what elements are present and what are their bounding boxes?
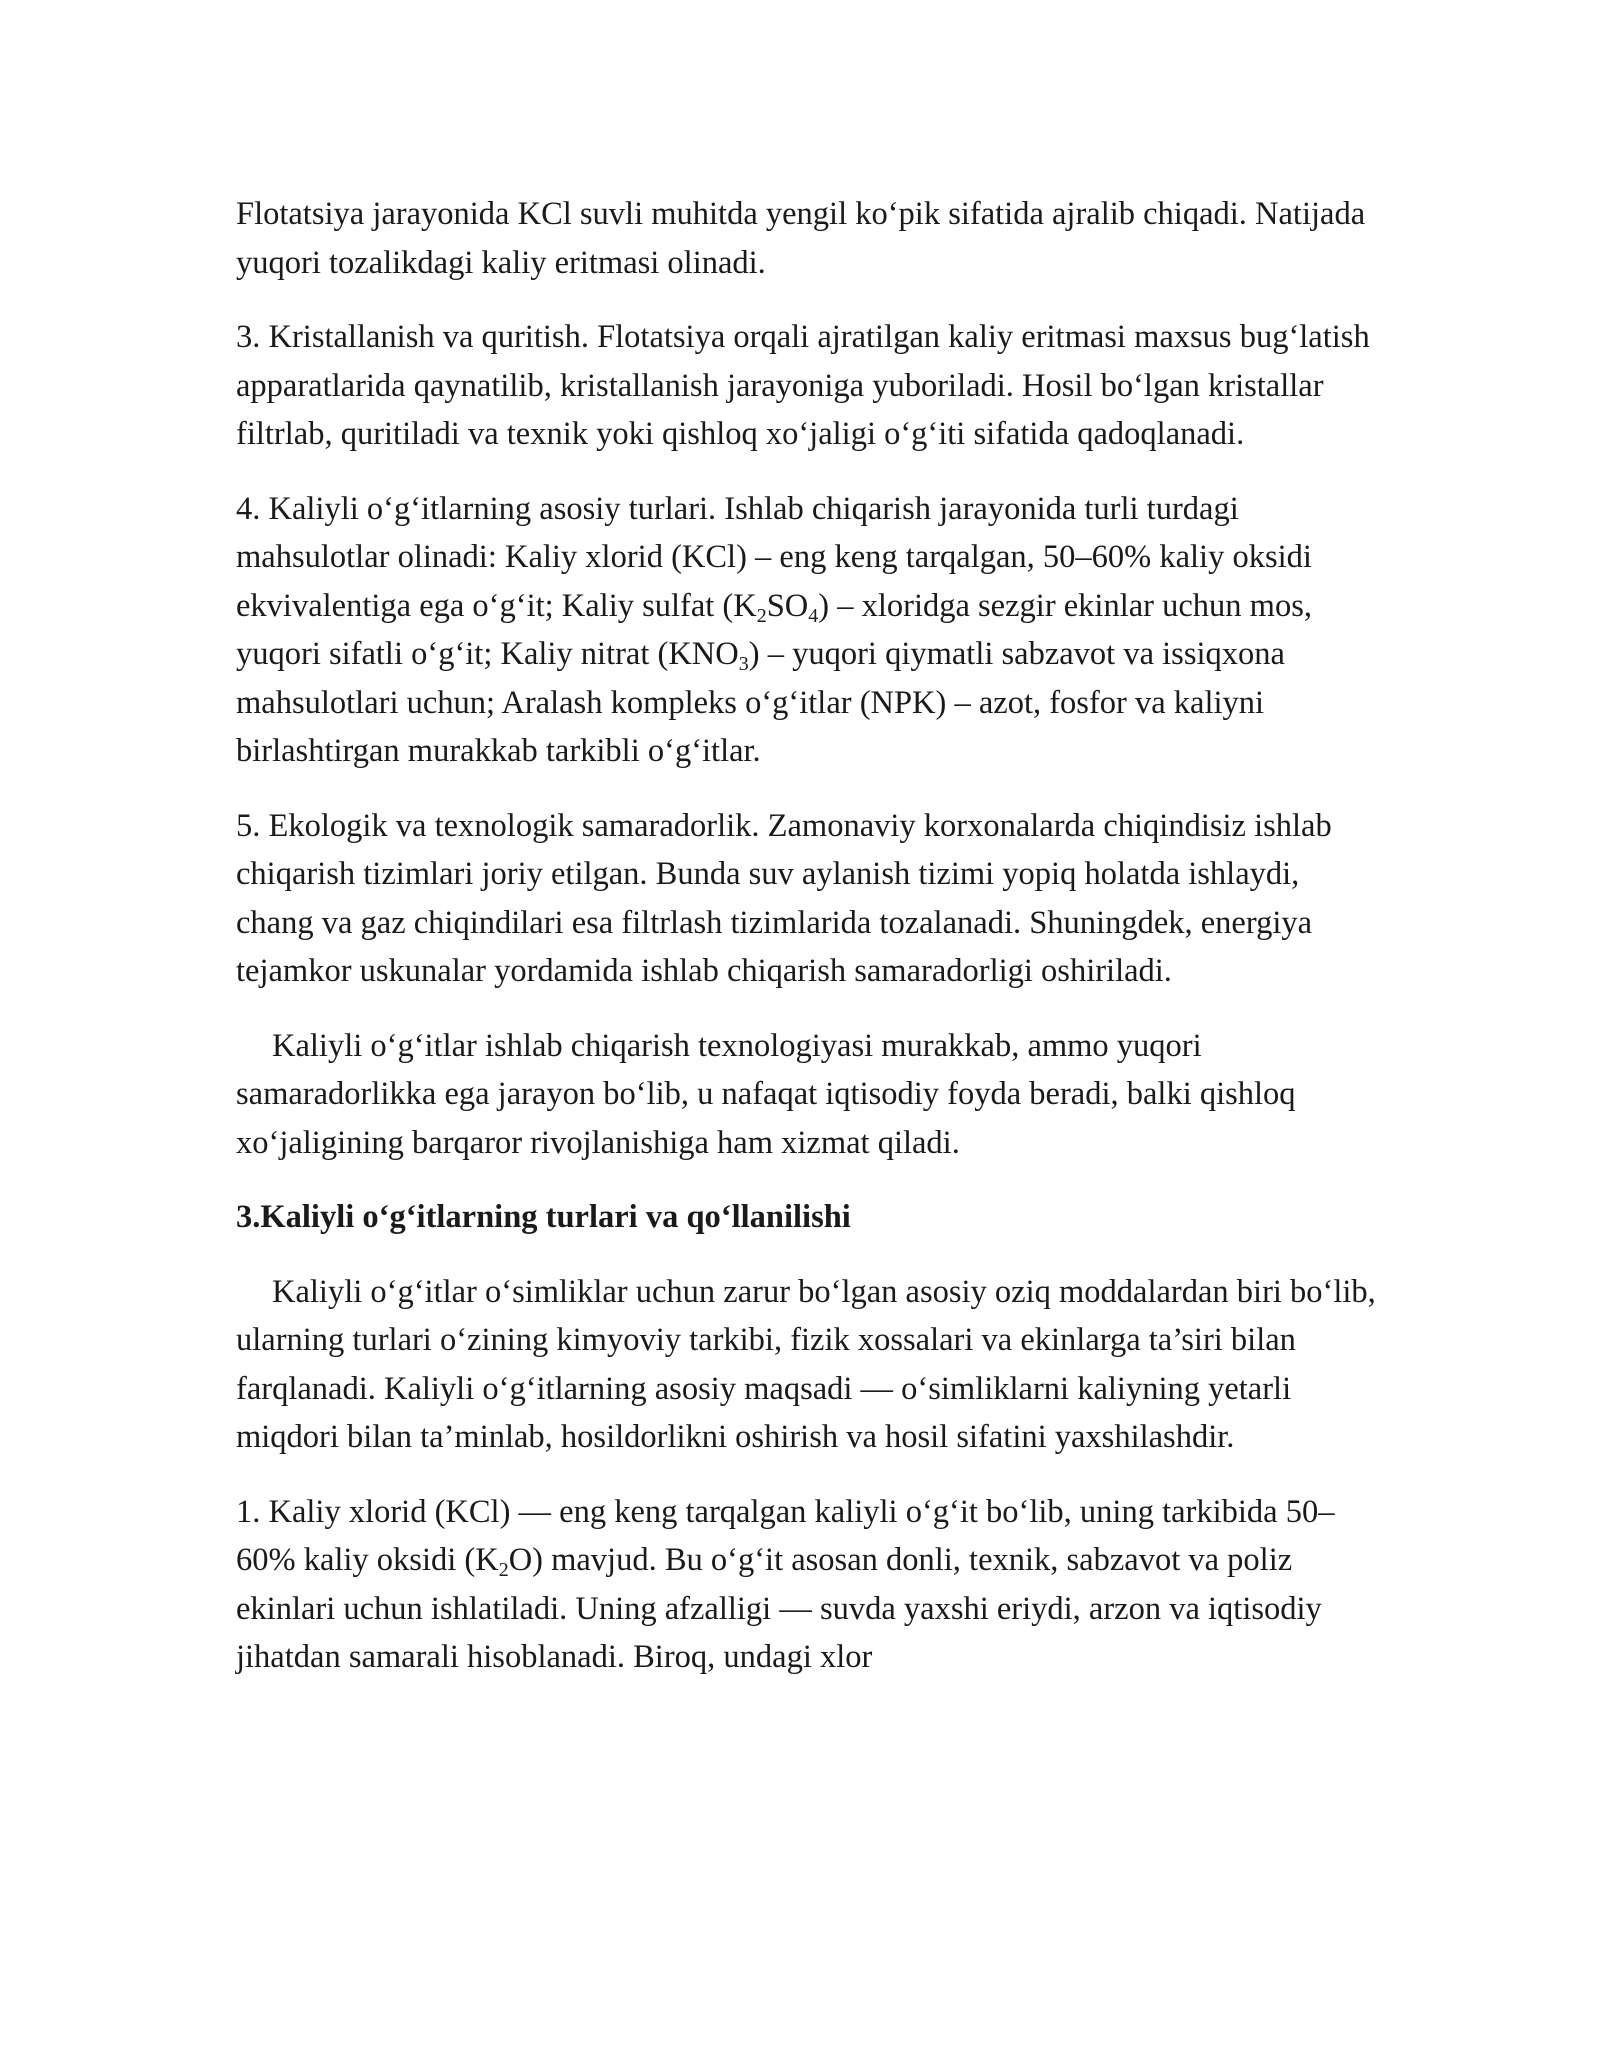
paragraph-potassium-chloride: [236, 1488, 1376, 1682]
paragraph-conclusion: Kaliyli o‘g‘itlar ishlab chiqarish texnologiyasi murakkab, ammo yuqori samaradorlikka ega jarayon bo‘lib, u nafaqat iqtisodiy foyda beradi, balki qishloq xo‘jaligining barqaror rivojlanishiga ham xizmat qiladi.: [236, 1027, 1296, 1161]
subscript: 2: [498, 1559, 509, 1581]
paragraph-fertilizer-types: [236, 485, 1376, 776]
paragraph-crystallization: 3. Kristallanish va quritish. Flotatsiya orqali ajratilgan kaliy eritmasi maxsus bug‘latish apparatlarida qaynatilib, kristallanish jarayoniga yuboriladi. Hosil bo‘lgan kristallar filtrlab, quritiladi va texnik yoki qishloq xo‘jaligi o‘g‘iti sifatida qadoqlanadi.: [236, 319, 1370, 452]
subscript: 3: [738, 653, 749, 675]
text-segment: O) mavjud. Bu o‘g‘it asosan donli, texnik, sabzavot va poliz ekinlari uchun ishlatiladi. Uning afzalligi — suvda yaxshi eriydi, arzon va iqtisodiy jihatdan samarali hisoblanadi. Biroq, undagi xlor: [236, 1542, 1322, 1675]
text-segment: 1. Kaliy xlorid (KCl) — eng keng tarqalgan kaliyli o‘g‘it bo‘lib, uning tarkibida 50–60% kaliy oksidi (K: [236, 1493, 1335, 1578]
text-segment: 4. Kaliyli o‘g‘itlarning asosiy turlari. Ishlab chiqarish jarayonida turli turdagi mahsulotlar olinadi: Kaliy xlorid (KCl) – eng keng tarqalgan, 50–60% kaliy oksidi ekvivalentiga ega o‘g‘it; Kaliy sulfat (K: [236, 490, 1312, 624]
paragraph-intro: Kaliyli o‘g‘itlar o‘simliklar uchun zarur bo‘lgan asosiy oziq moddalardan biri bo‘lib, ularning turlari o‘zining kimyoviy tarkibi, fizik xossalari va ekinlarga ta’siri bilan farqlanadi. Kaliyli o‘g‘itlarning asosiy maqsadi — o‘simliklarni kaliyning yetarli miqdori bilan ta’minlab, hosildorlikni oshirish va hosil sifatini yaxshilashdir.: [236, 1273, 1376, 1455]
text-segment: ) – yuqori qiymatli sabzavot va issiqxona mahsulotlari uchun; Aralash kompleks o‘g‘itlar (NPK) – azot, fosfor va kaliyni birlashtirgan murakkab tarkibli o‘g‘itlar.: [236, 636, 1285, 769]
subscript: 2: [756, 604, 767, 627]
paragraph-ecology: 5. Ekologik va texnologik samaradorlik. Zamonaviy korxonalarda chiqindisiz ishlab chiqarish tizimlari joriy etilgan. Bunda suv aylanish tizimi yopiq holatda ishlaydi, chang va gaz chiqindilari esa filtrlash tizimlarida tozalanadi. Shuningdek, energiya tejamkor uskunalar yordamida ishlab chiqarish samaradorligi oshiriladi.: [236, 807, 1332, 989]
text-segment: SO: [766, 587, 809, 624]
text-segment: ) – xloridga sezgir ekinlar uchun mos, yuqori sifatli o‘g‘it; Kaliy nitrat (KNO: [236, 587, 1312, 672]
subscript: 4: [808, 604, 819, 627]
document-page: [236, 190, 1376, 1708]
section-heading: 3.Kaliyli o‘g‘itlarning turlari va qo‘llanilishi: [236, 1199, 851, 1235]
paragraph-flotation: Flotatsiya jarayonida KCl suvli muhitda yengil ko‘pik sifatida ajralib chiqadi. Natijada yuqori tozalikdagi kaliy eritmasi olinadi.: [236, 196, 1366, 281]
